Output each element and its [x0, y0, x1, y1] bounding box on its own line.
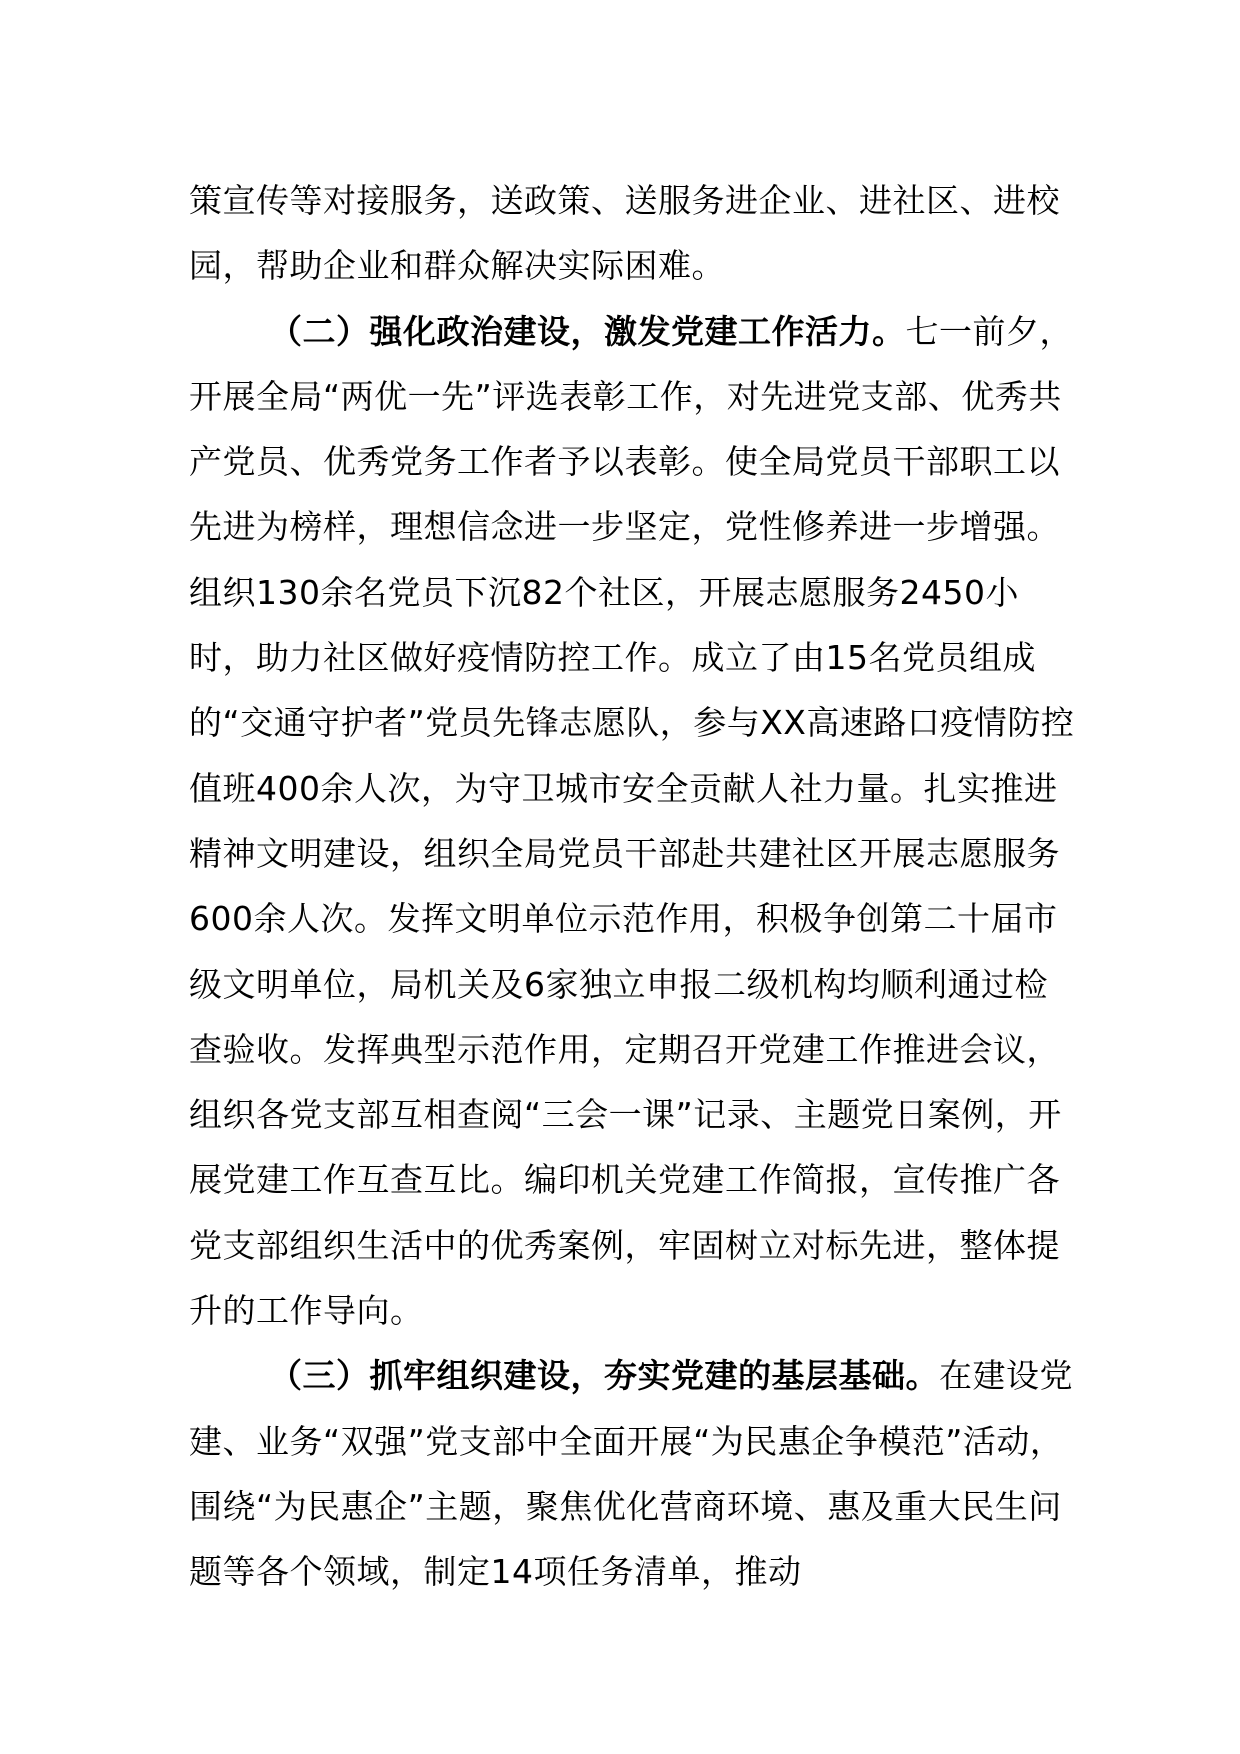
section-heading: （二）强化政治建设，激发党建工作活力。	[269, 311, 906, 351]
paragraph-text: 在建设党建、业务“双强”党支部中全面开展“为民惠企争模范”活动，围绕“为民惠企”主题，聚焦优化营商环境、惠及重大民生问题等各个领域，制定14项任务清单，推动	[189, 1356, 1073, 1592]
paragraph-section-3	[189, 1343, 1079, 1604]
section-heading: （三）抓牢组织建设，夯实党建的基层基础。	[269, 1356, 939, 1396]
paragraph-continuation	[189, 168, 1079, 299]
document-body	[189, 168, 1079, 1605]
paragraph-text: 策宣传等对接服务，送政策、送服务进企业、进社区、进校园，帮助企业和群众解决实际困难。	[189, 181, 1060, 286]
paragraph-text: 七一前夕，开展全局“两优一先”评选表彰工作，对先进党支部、优秀共产党员、优秀党务工作者予以表彰。使全局党员干部职工以先进为榜样，理想信念进一步坚定，党性修养进一步增强。组织130余名党员下沉82个社区，开展志愿服务2450小时，助力社区做好疫情防控工作。成立了由15名党员组成的“交通守护者”党员先锋志愿队，参与XX高速路口疫情防控值班400余人次，为守卫城市安全贡献人社力量。扎实推进精神文明建设，组织全局党员干部赴共建社区开展志愿服务600余人次。发挥文明单位示范作用，积极争创第二十届市级文明单位，局机关及6家独立申报二级机构均顺利通过检查验收。发挥典型示范作用，定期召开党建工作推进会议，组织各党支部互相查阅“三会一课”记录、主题党日案例，开展党建工作互查互比。编印机关党建工作简报，宣传推广各党支部组织生活中的优秀案例，牢固树立对标先进，整体提升的工作导向。	[189, 311, 1075, 1331]
paragraph-section-2	[189, 299, 1079, 1344]
